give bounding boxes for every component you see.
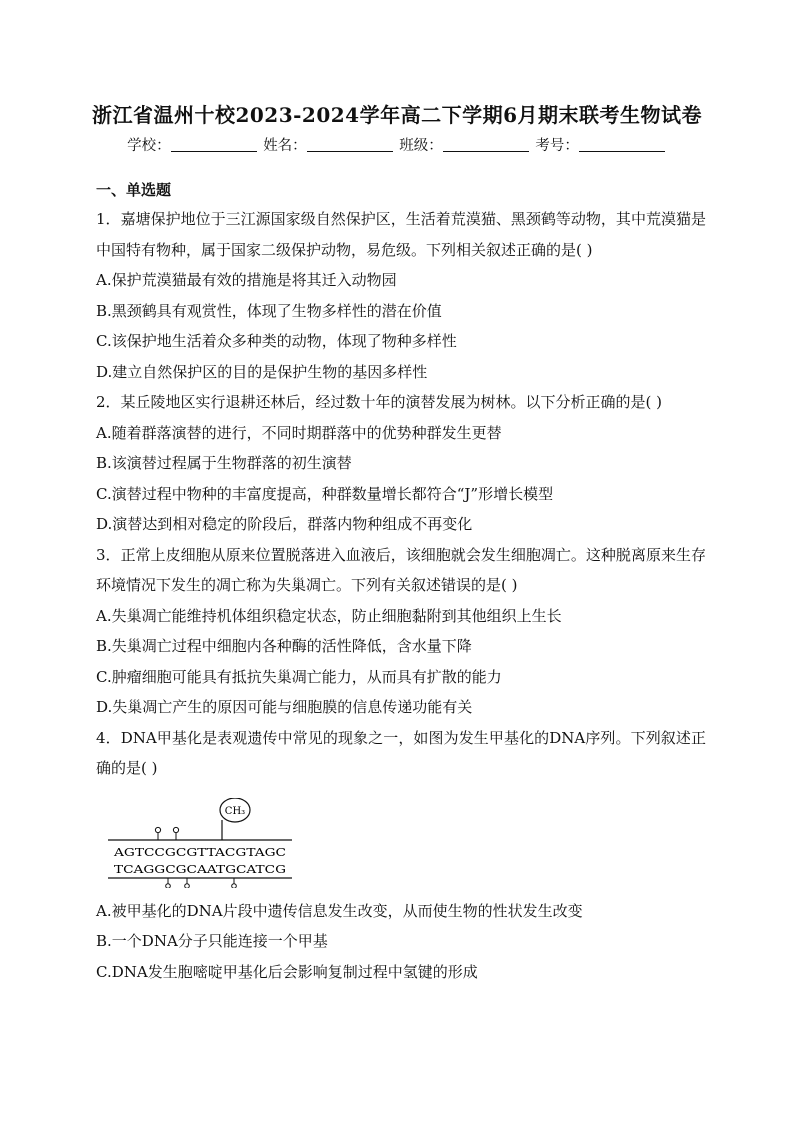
top-strand-sequence: AGTCCGCGTTACGTAGC xyxy=(112,845,286,859)
option-a[interactable]: A.随着群落演替的进行，不同时期群落中的优势种群发生更替 xyxy=(96,423,502,442)
question-stem: 2．某丘陵地区实行退耕还林后，经过数十年的演替发展为树林。以下分析正确的是( ) xyxy=(96,393,663,411)
option-c[interactable]: C.肿瘤细胞可能具有抵抗失巢凋亡能力，从而具有扩散的能力 xyxy=(96,667,502,686)
bottom-strand-sequence: TCAGGCGCAATGCATCG xyxy=(114,862,286,876)
questions-content xyxy=(96,178,706,987)
option-d[interactable]: D.演替达到相对稳定的阶段后，群落内物种组成不再变化 xyxy=(96,515,473,533)
question-4 xyxy=(96,723,706,988)
option-c[interactable]: C.DNA发生胞嘧啶甲基化后会影响复制过程中氢键的形成 xyxy=(96,962,478,981)
question-3 xyxy=(96,540,706,723)
option-b[interactable]: B.黑颈鹤具有观赏性，体现了生物多样性的潜在价值 xyxy=(96,301,442,320)
dna-diagram xyxy=(96,798,336,888)
name-label: 姓名： xyxy=(263,138,307,154)
school-blank[interactable] xyxy=(171,137,257,152)
bottom-strand-methyl-site xyxy=(166,883,171,887)
top-strand-methyl-site xyxy=(155,827,160,832)
name-blank[interactable] xyxy=(307,137,393,152)
methyl-label: CH₃ xyxy=(224,805,246,817)
class-label: 班级： xyxy=(399,138,443,154)
class-blank[interactable] xyxy=(443,137,529,152)
exam-number-label: 考号： xyxy=(535,138,579,154)
option-b[interactable]: B.该演替过程属于生物群落的初生演替 xyxy=(96,454,352,472)
section-title: 一、单选题 xyxy=(96,181,172,199)
option-c[interactable]: C.该保护地生活着众多种类的动物，体现了物种多样性 xyxy=(96,332,457,350)
dna-methylation-figure xyxy=(96,798,336,888)
option-c[interactable]: C.演替过程中物种的丰富度提高，种群数量增长都符合“J”形增长模型 xyxy=(96,484,554,503)
question-stem: 4．DNA甲基化是表观遗传中常见的现象之一，如图为发生甲基化的DNA序列。下列叙述正确的是( ) xyxy=(96,728,706,777)
option-b[interactable]: B.失巢凋亡过程中细胞内各种酶的活性降低，含水量下降 xyxy=(96,637,472,655)
bottom-strand-methyl-site xyxy=(232,883,237,887)
bottom-strand-methyl-site xyxy=(185,883,190,887)
option-a[interactable]: A.保护荒漠猫最有效的措施是将其迁入动物园 xyxy=(96,271,397,289)
option-a[interactable]: A.失巢凋亡能维持机体组织稳定状态，防止细胞黏附到其他组织上生长 xyxy=(96,606,562,625)
question-2 xyxy=(96,387,706,540)
exam-title: 浙江省温州十校2023-2024学年高二下学期6月期末联考生物试卷 xyxy=(91,103,703,127)
option-a[interactable]: A.被甲基化的DNA片段中遗传信息发生改变，从而使生物的性状发生改变 xyxy=(96,901,583,920)
school-label: 学校： xyxy=(127,138,171,154)
question-stem: 1．嘉塘保护地位于三江源国家级自然保护区，生活着荒漠猫、黑颈鹤等动物，其中荒漠猫是中国特有物种，属于国家二级保护动物，易危级。下列相关叙述正确的是( ) xyxy=(96,210,706,259)
option-d[interactable]: D.建立自然保护区的目的是保护生物的基因多样性 xyxy=(96,362,428,381)
option-d[interactable]: D.失巢凋亡产生的原因可能与细胞膜的信息传递功能有关 xyxy=(96,698,473,716)
exam-number-blank[interactable] xyxy=(579,137,665,152)
option-b[interactable]: B.一个DNA分子只能连接一个甲基 xyxy=(96,932,328,950)
top-strand-methyl-site xyxy=(173,827,178,832)
question-1 xyxy=(96,204,706,387)
question-stem: 3．正常上皮细胞从原来位置脱落进入血液后，该细胞就会发生细胞凋亡。这种脱离原来生存环境情况下发生的凋亡称为失巢凋亡。下列有关叙述错误的是( ) xyxy=(96,545,706,594)
student-info-line xyxy=(0,135,794,157)
